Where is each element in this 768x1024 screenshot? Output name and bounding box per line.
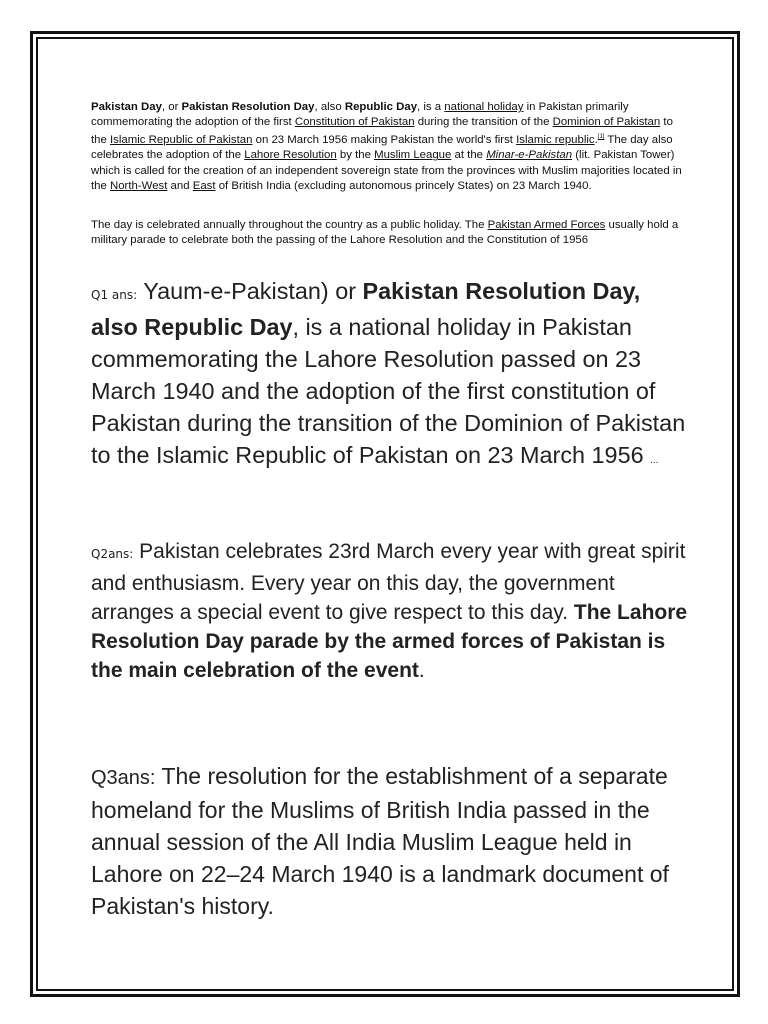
link-north-west[interactable]: North-West [110,179,168,192]
bold-phrase: Pakistan Resolution Day, also Republic Day [91,278,641,340]
link-constitution-of-pakistan[interactable]: Constitution of Pakistan [294,116,415,129]
answer-label-q2: Q2ans: [91,547,134,561]
answer-q1: Q1 ans: Yaum-e-Pakistan) or Pakistan Resolution Day, also Republic Day, is a national holiday in Pakistan commemorating the Lahore Resolution passed on 23 March 1940 and the adoption of the first constitution of Pakistan during the transition of the Dominion of Pakistan to the Islamic Republic of Pakistan on 23 March 1956 ... [91,278,686,468]
bold-term: Republic Day [344,101,418,113]
reference-link[interactable]: [1] [597,134,605,141]
ellipsis: ... [650,455,659,466]
answer-q2: Q2ans: Pakistan celebrates 23rd March every year with great spirit and enthusiasm. Every year on this day, the government arranges a special event to give respect to this day. The Lahore Resolution Day parade by the armed forces of Pakistan is the main celebration of the event. [91,540,688,682]
bold-phrase: The Lahore Resolution Day parade by the armed forces of Pakistan is the main celebration of the event [91,601,688,682]
bold-term: Pakistan Day [91,101,162,113]
link-muslim-league[interactable]: Muslim League [374,149,452,162]
link-lahore-resolution[interactable]: Lahore Resolution [244,149,337,162]
answer-label-q1: Q1 ans: [91,288,138,302]
link-pakistan-armed-forces[interactable]: Pakistan Armed Forces [487,219,606,231]
link-east[interactable]: East [192,179,216,192]
answer-q3: Q3ans: The resolution for the establishment of a separate homeland for the Muslims of British India passed in the annual session of the All India Muslim League held in Lahore on 22–24 March 1940 is a landmark document of Pakistan's history. [91,763,669,919]
link-islamic-republic-of-pakistan[interactable]: Islamic Republic of Pakistan [110,134,253,147]
wiki-paragraph-celebration: The day is celebrated annually throughout the country as a public holiday. The Pakistan Armed Forces usually hold a military parade to celebrate both the passing of the Lahore Resolution and the Constitution of 1956 [91,219,679,247]
bold-term: Pakistan Resolution Day [181,101,315,113]
link-dominion-of-pakistan[interactable]: Dominion of Pakistan [552,116,661,129]
answer-label-q3: Q3ans: [91,767,156,789]
wiki-paragraph-intro: Pakistan Day, or Pakistan Resolution Day, also Republic Day, is a national holiday in Pakistan primarily commemorating the adoption of the first Constitution of Pakistan during the transition of the Dominion of Pakistan to the Islamic Republic of Pakistan on 23 March 1956 making Pakistan the world's first Islamic republic.[1] The day also celebrates the adoption of the Lahore Resolution by the Muslim League at the Minar-e-Pakistan (lit. Pakistan Tower) which is called for the creation of an independent sovereign state from the provinces with Muslim majorities located in the North-West and East of British India (excluding autonomous princely States) on 23 March 1940. [91,101,682,192]
link-minar-e-pakistan[interactable]: Minar-e-Pakistan [486,149,573,162]
link-national-holiday[interactable]: national holiday [444,101,524,113]
link-islamic-republic[interactable]: Islamic republic [516,134,595,147]
